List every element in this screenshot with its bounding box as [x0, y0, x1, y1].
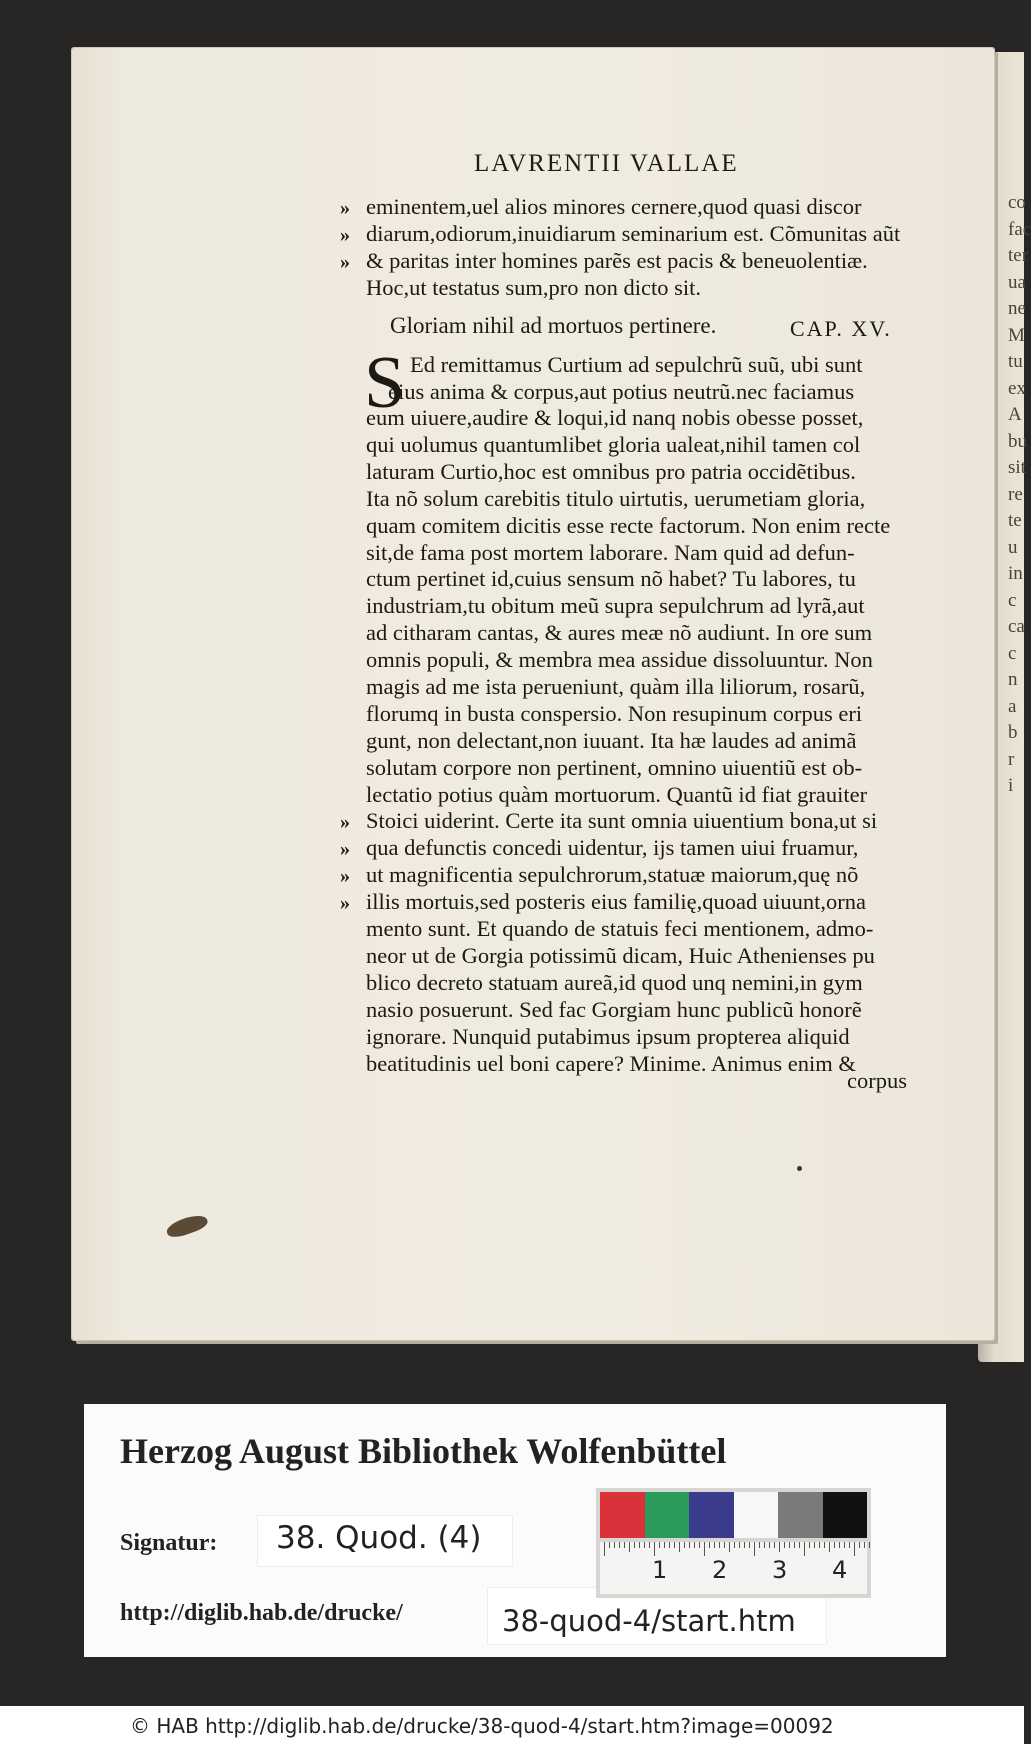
adjacent-page-fragment: n: [1008, 669, 1018, 690]
ruler-tick: [654, 1542, 655, 1556]
ruler-tick: [794, 1542, 795, 1548]
adjacent-page-fragment: ex: [1008, 377, 1026, 399]
adjacent-page-fragment: a: [1008, 695, 1017, 717]
ruler-tick: [809, 1542, 810, 1548]
text-line: mento sunt. Et quando de statuis feci mentionem, admo-: [366, 916, 874, 941]
ruler-tick: [839, 1542, 840, 1548]
ruler-tick: [709, 1542, 710, 1548]
adjacent-page-fragment: re: [1008, 483, 1023, 505]
ruler-tick: [644, 1542, 645, 1548]
text-line: blico decreto statuam aureã,id quod unq nemini,in gym: [366, 970, 863, 995]
ruler-tick: [624, 1542, 625, 1548]
text-line: ignorare. Nunquid putabimus ipsum propterea aliquid: [366, 1024, 850, 1049]
ruler-tick: [854, 1542, 855, 1556]
library-card: [84, 1404, 946, 1657]
adjacent-page-fragment: ua: [1008, 271, 1026, 293]
ruler-number: 3: [772, 1556, 788, 1584]
ruler-number: 4: [832, 1556, 848, 1584]
text-line: ad citharam cantas, & aures meæ nõ audiunt. In ore sum: [366, 620, 873, 645]
ruler-tick: [639, 1542, 640, 1548]
ruler-tick: [719, 1542, 720, 1548]
ruler-tick: [664, 1542, 665, 1548]
decorated-initial: S: [364, 342, 406, 424]
ruler-tick: [769, 1542, 770, 1548]
ruler-tick: [629, 1542, 630, 1552]
color-swatch: [645, 1492, 690, 1538]
text-line: qui uolumus quantumlibet gloria ualeat,nihil tamen col: [366, 432, 861, 457]
ruler-tick: [804, 1542, 805, 1556]
adjacent-page-fragment: A: [1008, 404, 1022, 425]
ruler-tick: [649, 1542, 650, 1548]
ruler-tick: [834, 1542, 835, 1548]
text-line: eius anima & corpus,aut potius neutrũ.nec faciamus: [388, 379, 855, 404]
text-line: quam comitem dicitis esse recte factorum. Non enim recte: [366, 513, 891, 538]
color-swatch: [734, 1492, 779, 1538]
text-line: nasio posuerunt. Sed fac Gorgiam hunc publicũ honorẽ: [366, 997, 862, 1022]
text-line: illis mortuis,sed posteris eius familię,quoad uiuunt,orna: [366, 889, 866, 914]
adjacent-page-fragment: bu: [1008, 430, 1027, 452]
ruler-tick: [774, 1542, 775, 1548]
text-line: diarum,odiorum,inuidiarum seminarium est. Cõmunitas aũt: [366, 221, 901, 246]
copyright-url: © HAB http://diglib.hab.de/drucke/38-quod-4/start.htm?image=00092: [130, 1714, 834, 1738]
ruler-tick: [819, 1542, 820, 1548]
adjacent-page-fragment: u: [1008, 536, 1018, 558]
color-swatch: [823, 1492, 868, 1538]
adjacent-page-fragment: co: [1008, 192, 1026, 213]
ruler-tick: [634, 1542, 635, 1548]
color-swatch: [600, 1492, 645, 1538]
text-line: & paritas inter homines parẽs est pacis & beneuolentiæ.: [366, 248, 868, 273]
ruler-tick: [789, 1542, 790, 1548]
measurement-ruler: [600, 1542, 867, 1594]
margin-marker: »: [340, 892, 350, 914]
adjacent-page-fragment: c: [1008, 589, 1017, 611]
color-scale-target: [596, 1488, 871, 1598]
text-line: Stoici uiderint. Certe ita sunt omnia uiuentium bona,ut si: [366, 808, 878, 833]
ruler-tick: [864, 1542, 865, 1548]
margin-marker: »: [340, 838, 350, 860]
text-line: Hoc,ut testatus sum,pro non dicto sit.: [366, 275, 701, 300]
signatur-value: 38. Quod. (4): [276, 1520, 482, 1556]
ruler-tick: [734, 1542, 735, 1548]
ruler-tick: [724, 1542, 725, 1548]
color-swatch: [778, 1492, 823, 1538]
library-name: Herzog August Bibliothek Wolfenbüttel: [120, 1431, 727, 1471]
text-line: laturam Curtio,hoc est omnibus pro patria occidẽtibus.: [366, 459, 856, 484]
ruler-tick: [739, 1542, 740, 1548]
adjacent-page-fragment: sit: [1008, 457, 1026, 478]
adjacent-page-fragment: te: [1008, 510, 1022, 531]
ruler-tick: [824, 1542, 825, 1548]
adjacent-page-fragment: tu: [1008, 351, 1023, 372]
adjacent-page-fragment: c: [1008, 642, 1017, 664]
text-line: solutam corpore non pertinent, omnino uiuentiũ est ob-: [366, 755, 863, 780]
text-line: eminentem,uel alios minores cernere,quod quasi discor: [366, 194, 862, 219]
ruler-tick: [699, 1542, 700, 1548]
adjacent-page-fragment: ter: [1008, 245, 1029, 266]
ruler-tick: [679, 1542, 680, 1552]
text-line: qua defunctis concedi uidentur, ijs tamen uiui fruamur,: [366, 835, 859, 860]
text-line: industriam,tu obitum meũ supra sepulchrum ad lyrã,aut: [366, 593, 865, 618]
ruler-tick: [689, 1542, 690, 1548]
ruler-tick: [799, 1542, 800, 1548]
ruler-tick: [729, 1542, 730, 1552]
text-line: lectatio potius quàm mortuorum. Quantũ id fiat grauiter: [366, 782, 868, 807]
chapter-heading: Gloriam nihil ad mortuos pertinere.: [390, 313, 717, 338]
footer-bar: [0, 1706, 1024, 1744]
color-swatch: [689, 1492, 734, 1538]
ruler-tick: [669, 1542, 670, 1548]
text-line: ctum pertinet id,cuius sensum nõ habet? Tu labores, tu: [366, 566, 856, 591]
text-line: Ita nõ solum carebitis titulo uirtutis, uerumetiam gloria,: [366, 486, 866, 511]
margin-marker: »: [340, 811, 350, 833]
ruler-number: 1: [652, 1556, 668, 1584]
ruler-tick: [674, 1542, 675, 1548]
ruler-tick: [704, 1542, 705, 1556]
ruler-tick: [844, 1542, 845, 1548]
margin-marker: »: [340, 865, 350, 887]
adjacent-page-fragment: i: [1008, 775, 1014, 796]
ruler-tick: [749, 1542, 750, 1548]
url-label: http://diglib.hab.de/drucke/: [120, 1600, 403, 1626]
ruler-tick: [849, 1542, 850, 1548]
adjacent-page-fragment: fac: [1008, 218, 1031, 240]
ruler-tick: [659, 1542, 660, 1548]
margin-marker: »: [340, 251, 350, 273]
margin-marker: »: [340, 197, 350, 219]
ruler-tick: [869, 1542, 870, 1548]
chapter-number: CAP. XV.: [790, 316, 892, 341]
ruler-number: 2: [712, 1556, 728, 1584]
ruler-tick: [694, 1542, 695, 1548]
text-line: ut magnificentia sepulchrorum,statuæ maiorum,quę nõ: [366, 862, 859, 887]
ruler-tick: [814, 1542, 815, 1548]
text-line: eum uiuere,audire & loqui,id nanq nobis obesse posset,: [366, 405, 864, 430]
ruler-tick: [684, 1542, 685, 1548]
catchword: corpus: [847, 1068, 907, 1093]
ruler-tick: [744, 1542, 745, 1548]
text-line: neor ut de Gorgia potissimũ dicam, Huic Athenienses pu: [366, 943, 875, 968]
ruler-tick: [759, 1542, 760, 1548]
text-line: Ed remittamus Curtium ad sepulchrũ suũ, ubi sunt: [410, 352, 863, 377]
ruler-tick: [614, 1542, 615, 1548]
signatur-label: Signatur:: [120, 1530, 218, 1556]
ruler-tick: [784, 1542, 785, 1548]
ruler-tick: [619, 1542, 620, 1548]
margin-marker: »: [340, 224, 350, 246]
text-line: omnis populi, & membra mea assidue dissoluuntur. Non: [366, 647, 873, 672]
ruler-tick: [859, 1542, 860, 1548]
adjacent-page-fragment: in: [1008, 563, 1023, 584]
url-value: 38-quod-4/start.htm: [502, 1604, 796, 1638]
ruler-tick: [714, 1542, 715, 1548]
color-swatches: [600, 1492, 867, 1538]
running-head: LAVRENTII VALLAE: [474, 150, 739, 177]
ruler-tick: [779, 1542, 780, 1552]
ruler-tick: [754, 1542, 755, 1556]
adjacent-page-fragment: ne: [1008, 298, 1026, 319]
ruler-tick: [829, 1542, 830, 1552]
ruler-tick: [764, 1542, 765, 1548]
adjacent-page-fragment: ca: [1008, 616, 1025, 637]
ink-dot: [797, 1166, 802, 1171]
adjacent-page-fragment: r: [1008, 748, 1015, 770]
text-line: beatitudinis uel boni capere? Minime. Animus enim &: [366, 1051, 856, 1076]
adjacent-page-fragment: b: [1008, 722, 1018, 743]
text-line: gunt, non delectant,non iuuant. Ita hæ laudes ad animã: [366, 728, 857, 753]
ruler-tick: [604, 1542, 605, 1556]
ruler-tick: [609, 1542, 610, 1548]
text-line: florumq in busta conspersio. Non resupinum corpus eri: [366, 701, 863, 726]
text-line: sit,de fama post mortem laborare. Nam quid ad defun-: [366, 540, 855, 565]
adjacent-page-fragment: M: [1008, 324, 1025, 346]
text-line: magis ad me ista perueniunt, quàm illa liliorum, rosarũ,: [366, 674, 866, 699]
